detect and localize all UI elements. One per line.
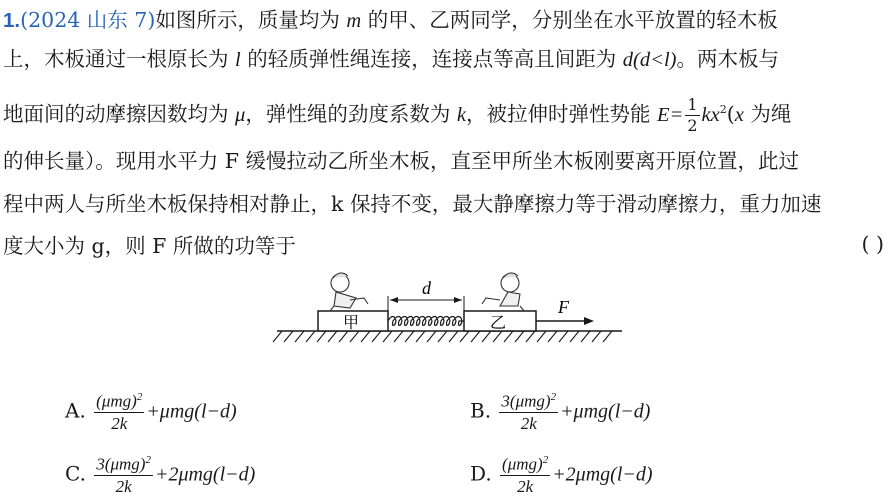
fraction-den: 2k (115, 476, 132, 496)
fraction-den: 2k (517, 476, 534, 496)
ground-hatch (361, 331, 370, 342)
fraction-num-text: (μmg) (502, 454, 543, 474)
question-line-6: 度大小为 g，则 F 所做的功等于 (3, 234, 296, 258)
var-E: E= (657, 103, 684, 126)
text-segment: ，弹性绳的劲度系数为 (245, 101, 451, 126)
ground-hatch (405, 331, 414, 342)
question-source: (2024 山东 7) (20, 8, 156, 32)
superscript: 2 (145, 454, 151, 466)
ground (273, 331, 622, 342)
ground-hatch (592, 331, 601, 342)
ground-hatch (515, 331, 524, 342)
option-rest: +2μmg(l−d) (154, 463, 256, 486)
fraction-num-text: 3(μmg) (96, 454, 146, 474)
superscript: 2 (136, 391, 143, 403)
fraction-num-text: (μmg) (96, 391, 137, 411)
option-fraction (94, 455, 153, 495)
var-x: x (734, 103, 744, 126)
option-letter: C. (65, 461, 86, 486)
option-c[interactable] (65, 455, 255, 495)
ground-hatch (493, 331, 502, 342)
option-fraction (499, 392, 558, 432)
elastic-cord (388, 317, 464, 326)
ground-hatch (526, 331, 535, 342)
option-a[interactable] (65, 392, 237, 432)
ground-hatch (570, 331, 579, 342)
person-jia-icon (330, 273, 368, 311)
option-fraction (500, 455, 550, 495)
var-k: k (456, 103, 466, 126)
ground-hatch (383, 331, 392, 342)
option-b[interactable] (470, 392, 650, 432)
superscript: 2 (550, 391, 557, 403)
question-number: 1. (3, 9, 21, 32)
fraction-den: 2k (111, 413, 128, 433)
superscript: 2 (719, 103, 727, 116)
answer-bracket: ( ) (861, 232, 884, 256)
label-F: F (558, 297, 569, 317)
ground-hatch (537, 331, 546, 342)
option-rest: +2μmg(l−d) (552, 463, 653, 486)
option-rest: +μmg(l−d) (560, 400, 651, 423)
option-d[interactable] (470, 455, 653, 495)
ground-hatch (306, 331, 315, 342)
ground-hatch (482, 331, 491, 342)
ground-hatch (394, 331, 403, 342)
ground-hatch (317, 331, 326, 342)
ground-hatch (603, 331, 612, 342)
text-segment: 上，木板通过一根原长为 (3, 47, 229, 71)
text-segment: ，被拉伸时弹性势能 (465, 101, 651, 126)
ground-hatch (460, 331, 469, 342)
option-letter: A. (65, 398, 86, 423)
var-kx: kx (701, 103, 720, 126)
var-l: l (235, 49, 241, 71)
text-segment: 的轻质弹性绳连接，连接点等高且间距为 (247, 47, 617, 71)
ground-hatch (273, 331, 282, 342)
var-m: m (346, 10, 362, 32)
ground-hatch (449, 331, 458, 342)
fraction-num: 1 (687, 94, 698, 114)
fraction-num (500, 455, 550, 476)
ground-hatch (295, 331, 304, 342)
text-segment: 。两木板与 (676, 47, 779, 71)
superscript: 2 (542, 454, 549, 466)
text-segment: 为绳 (750, 101, 792, 126)
fraction-num (499, 392, 558, 413)
ground-hatch (438, 331, 447, 342)
ground-hatch (427, 331, 436, 342)
person-yi-icon (482, 273, 524, 311)
ground-hatch (416, 331, 425, 342)
ground-hatch (372, 331, 381, 342)
text-segment: 地面间的动摩擦因数均为 (3, 101, 229, 126)
fraction-num-text: 3(μmg) (501, 391, 551, 411)
ground-hatch (504, 331, 513, 342)
text-segment: ( (726, 101, 735, 126)
ground-hatch (471, 331, 480, 342)
ground-hatch (339, 331, 348, 342)
question-line-4: 的伸长量）。现用水平力 F 缓慢拉动乙所坐木板，直至甲所坐木板刚要离开原位置，此过 (3, 149, 800, 173)
ground-hatch (328, 331, 337, 342)
text-segment: 如图所示，质量均为 (155, 8, 340, 32)
option-fraction (94, 392, 144, 432)
fraction-den: 2k (520, 413, 537, 433)
label-jia: 甲 (343, 315, 360, 332)
option-rest: +μmg(l−d) (146, 400, 237, 423)
ground-hatch (548, 331, 557, 342)
option-letter: B. (470, 398, 492, 423)
label-yi: 乙 (490, 315, 507, 332)
option-letter: D. (470, 461, 492, 486)
fraction-num (94, 392, 144, 413)
var-d: d(d<l) (622, 49, 677, 71)
ground-hatch (559, 331, 568, 342)
ground-hatch (350, 331, 359, 342)
fraction-den: 2 (687, 115, 698, 135)
text-segment: 的甲、乙两同学，分别坐在水平放置的轻木板 (367, 8, 778, 32)
label-d: d (422, 278, 431, 298)
fraction-num (94, 455, 153, 476)
ground-hatch (284, 331, 293, 342)
ground-hatch (581, 331, 590, 342)
var-mu: μ (235, 103, 246, 126)
question-line-5: 程中两人与所坐木板保持相对静止，k 保持不变，最大静摩擦力等于滑动摩擦力，重力加速 (3, 192, 822, 216)
